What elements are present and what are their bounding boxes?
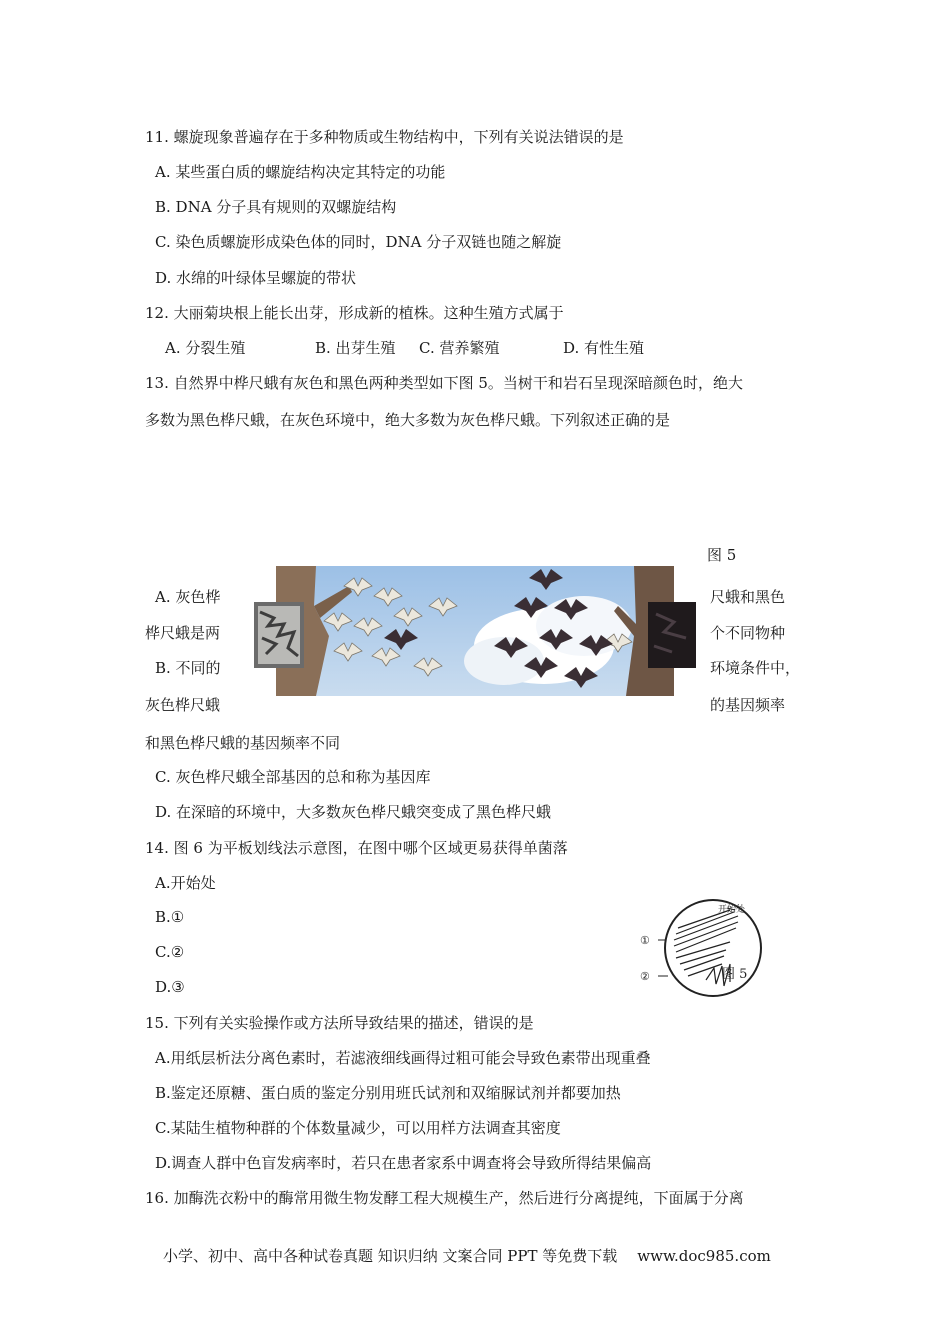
q11-option-b: B. DNA 分子具有规则的双螺旋结构 (155, 198, 397, 216)
q11-option-d: D. 水绵的叶绿体呈螺旋的带状 (155, 269, 357, 287)
q14-stem: 14. 图 6 为平板划线法示意图，在图中哪个区域更易获得单菌落 (145, 839, 568, 857)
q13-option-b-right: 环境条件中， (710, 659, 801, 677)
q13-figure-label: 图 5 (707, 546, 737, 564)
plate-figure-label: 图 5 (722, 967, 748, 982)
q13-option-c: C. 灰色桦尺蛾全部基因的总和称为基因库 (155, 768, 431, 786)
q15-option-c: C.某陆生植物种群的个体数量减少，可以用样方法调查其密度 (155, 1119, 561, 1137)
q15-option-d: D.调查人群中色盲发病率时，若只在患者家系中调查将会导致所得结果偏高 (155, 1154, 652, 1172)
q13-option-a-left: A. 灰色桦 (155, 588, 221, 606)
plate-mark-2: ② (640, 970, 650, 983)
q12-option-d: D. 有性生殖 (563, 339, 645, 357)
peppered-moth-figure (254, 566, 696, 696)
q15-option-a: A.用纸层析法分离色素时，若滤液细线画得过粗可能会导致色素带出现重叠 (155, 1049, 651, 1067)
q16-stem: 16. 加酶洗衣粉中的酶常用微生物发酵工程大规模生产，然后进行分离提纯，下面属于分离 (145, 1189, 744, 1207)
q14-option-d: D.③ (155, 978, 185, 996)
q13-option-b-left-2: 灰色桦尺蛾 (145, 696, 221, 714)
q13-option-b-right-2: 的基因频率 (710, 696, 786, 714)
q12-stem: 12. 大丽菊块根上能长出芽，形成新的植株。这种生殖方式属于 (145, 304, 564, 322)
q14-option-c: C.② (155, 943, 185, 961)
q13-stem-line1: 13. 自然界中桦尺蛾有灰色和黑色两种类型如下图 5。当树干和岩石呈现深暗颜色时，绝大 (145, 374, 743, 392)
q15-stem: 15. 下列有关实验操作或方法所导致结果的描述，错误的是 (145, 1014, 534, 1032)
q13-option-a-right: 尺蛾和黑色 (710, 588, 786, 606)
footer-url[interactable]: www.doc985.com (637, 1247, 771, 1265)
q13-option-a-left-2: 桦尺蛾是两 (145, 624, 221, 642)
q13-stem-line2: 多数为黑色桦尺蛾，在灰色环境中，绝大多数为灰色桦尺蛾。下列叙述正确的是 (145, 411, 671, 429)
q14-option-a: A.开始处 (155, 874, 216, 892)
q14-option-b: B.① (155, 908, 185, 926)
q12-option-b: B. 出芽生殖 (315, 339, 396, 357)
q11-stem: 11. 螺旋现象普遍存在于多种物质或生物结构中，下列有关说法错误的是 (145, 128, 624, 146)
q12-option-c: C. 营养繁殖 (419, 339, 500, 357)
q11-option-a: A. 某些蛋白质的螺旋结构决定其特定的功能 (155, 163, 446, 181)
page-footer (163, 1245, 771, 1266)
q13-option-a-right-2: 个不同物种 (710, 624, 786, 642)
q12-option-a: A. 分裂生殖 (165, 339, 246, 357)
footer-text: 小学、初中、高中各种试卷真题 知识归纳 文案合同 PPT 等免费下载 (163, 1247, 618, 1265)
q13-option-d: D. 在深暗的环境中，大多数灰色桦尺蛾突变成了黑色桦尺蛾 (155, 803, 552, 821)
q13-option-b-left: B. 不同的 (155, 659, 221, 677)
plate-mark-1: ① (640, 934, 650, 947)
streak-plate-figure (630, 898, 780, 998)
q15-option-b: B.鉴定还原糖、蛋白质的鉴定分别用班氏试剂和双缩脲试剂并都要加热 (155, 1084, 621, 1102)
q11-option-c: C. 染色质螺旋形成染色体的同时，DNA 分子双链也随之解旋 (155, 233, 562, 251)
q13-option-b-line3: 和黑色桦尺蛾的基因频率不同 (145, 734, 341, 752)
plate-start-label: 开始处 (718, 905, 746, 915)
